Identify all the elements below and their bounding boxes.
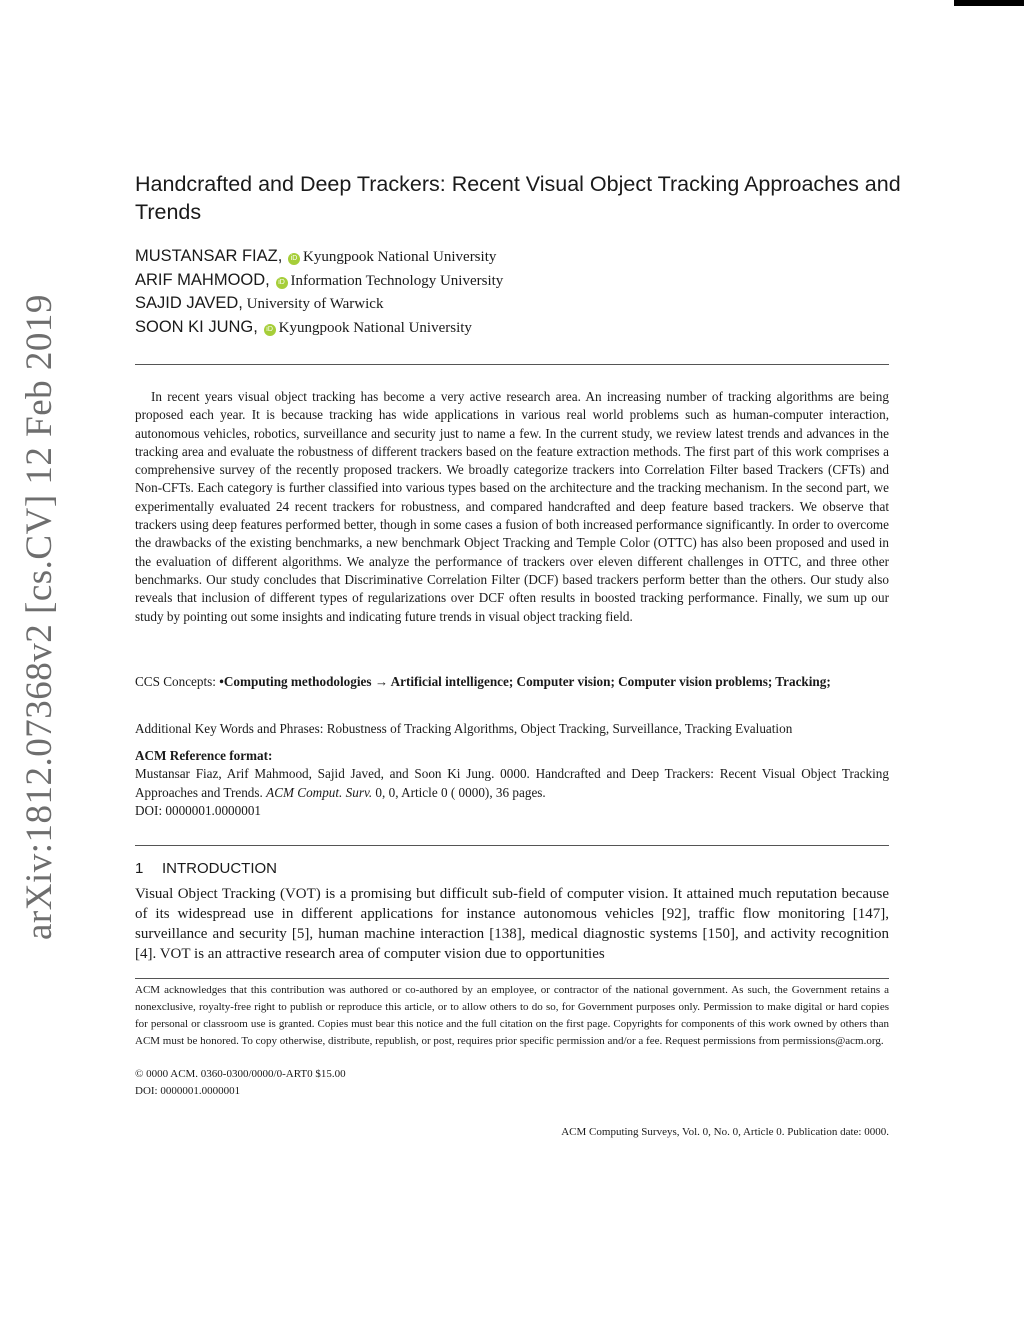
ccs-concept-list: •Computing methodologies → Artificial intelligence; Computer vision; Computer vision problems; Tracking;: [219, 674, 831, 689]
citation-details: 0, 0, Article 0 ( 0000), 36 pages.: [372, 784, 546, 800]
header-divider: [135, 364, 889, 365]
footnote-divider: [135, 978, 889, 979]
author-entry: [135, 292, 895, 316]
author-affiliation: Information Technology University: [290, 272, 504, 289]
author-entry: [135, 245, 895, 269]
orcid-icon[interactable]: iD: [288, 253, 300, 265]
abstract: In recent years visual object tracking has become a very active research area. An increasing number of tracking algorithms are being proposed each year. It is because tracking has wide applications in various real world problems such as human-computer interaction, autonomous vehicles, robotics, surveillance and security just to name a few. In the current study, we review latest trends and advances in the tracking area and evaluate the robustness of different trackers based on the feature extraction methods. The first part of this work comprises a comprehensive survey of the recently proposed trackers. We broadly categorize trackers into Correlation Filter based Trackers (CFTs) and Non-CFTs. Each category is further classified into various types based on the architecture and the tracking mechanism. In the second part, we experimentally evaluated 24 recent trackers for robustness, and compared handcrafted and deep feature based trackers. We observe that trackers using deep features performed better, though in some cases a fusion of both increased performance significantly. In order to overcome the drawbacks of the existing benchmarks, a new benchmark Object Tracking and Temple Color (OTTC) has also been proposed and used in the evaluation of different algorithms. We analyze the performance of trackers over eleven different challenges in OTTC, and three other benchmarks. Our study concludes that Discriminative Correlation Filter (DCF) based trackers perform better than the others. Our study also reveals that inclusion of different types of regularizations over DCF often results in boosted tracking performance. Finally, we sum up our study by pointing out some insights and indicating future trends in visual object tracking field.: [135, 389, 889, 624]
section-number: 1: [135, 860, 144, 877]
author-name: ARIF MAHMOOD,: [135, 270, 270, 289]
author-name: SAJID JAVED,: [135, 294, 243, 312]
citation-text: Mustansar Fiaz, Arif Mahmood, Sajid Javed, and Soon Ki Jung. 0000. Handcrafted and Deep Trackers: Recent Visual Object Tracking Approaches and Trends.: [135, 766, 889, 800]
author-entry: [135, 316, 895, 340]
ccs-label: CCS Concepts:: [135, 674, 220, 689]
ccs-concepts: [135, 673, 889, 691]
permission-footnote: ACM acknowledges that this contribution was authored or co-authored by an employee, or contractor of the national government. As such, the Government retains a nonexclusive, royalty-free right to publish or reproduce this article, or to allow others to do so, for Government purposes only. Permission to make digital or hard copies for personal or classroom use is granted. Copies must bear this notice and the full citation on the first page. Copyrights for components of this work owned by others than ACM must be honored. To copy otherwise, distribute, republish, or post, requires prior specific permission and/or a fee. Request permissions from permissions@acm.org.: [135, 984, 889, 1047]
citation-journal: ACM Comput. Surv.: [266, 784, 373, 800]
keywords: Additional Key Words and Phrases: Robustness of Tracking Algorithms, Object Tracking, Surveillance, Tracking Evaluation: [135, 721, 793, 736]
orcid-icon[interactable]: iD: [276, 277, 288, 289]
copyright-doi: DOI: 0000001.0000001: [135, 1085, 241, 1097]
copyright-block: [135, 1066, 889, 1100]
intro-paragraph: Visual Object Tracking (VOT) is a promising but difficult sub-field of computer vision. It attained much reputation because of its widespread use in different applications for instance autonomous vehicles [92], traffic flow monitoring [147], surveillance and security [5], human machine interaction [138], medical diagnostic systems [150], and activity recognition [4]. VOT is an attractive research area of computer vision due to opportunities: [135, 886, 889, 962]
reference-doi: DOI: 0000001.0000001: [135, 802, 262, 818]
author-list: [135, 245, 895, 339]
author-entry: [135, 269, 895, 293]
author-name: MUSTANSAR FIAZ,: [135, 247, 283, 265]
author-affiliation: Kyungpook National University: [278, 319, 472, 336]
corner-mark: [954, 0, 1024, 6]
arxiv-stamp: arXiv:1812.07368v2 [cs.CV] 12 Feb 2019: [19, 294, 60, 940]
acm-reference-format: [135, 747, 889, 820]
paper-title: Handcrafted and Deep Trackers: Recent Visual Object Tracking Approaches and Trends: [135, 172, 901, 224]
orcid-icon[interactable]: iD: [264, 324, 276, 336]
author-affiliation: University of Warwick: [246, 296, 384, 312]
reference-citation: [135, 765, 889, 802]
section-divider: [135, 845, 889, 846]
author-name: SOON KI JUNG,: [135, 317, 258, 336]
copyright-line: © 0000 ACM. 0360-0300/0000/0-ART0 $15.00: [135, 1068, 346, 1080]
author-affiliation: Kyungpook National University: [303, 249, 497, 265]
section-title: INTRODUCTION: [162, 860, 277, 877]
reference-heading: ACM Reference format:: [135, 748, 273, 763]
publication-info: ACM Computing Surveys, Vol. 0, No. 0, Article 0. Publication date: 0000.: [561, 1126, 889, 1138]
section-heading: [135, 860, 277, 877]
